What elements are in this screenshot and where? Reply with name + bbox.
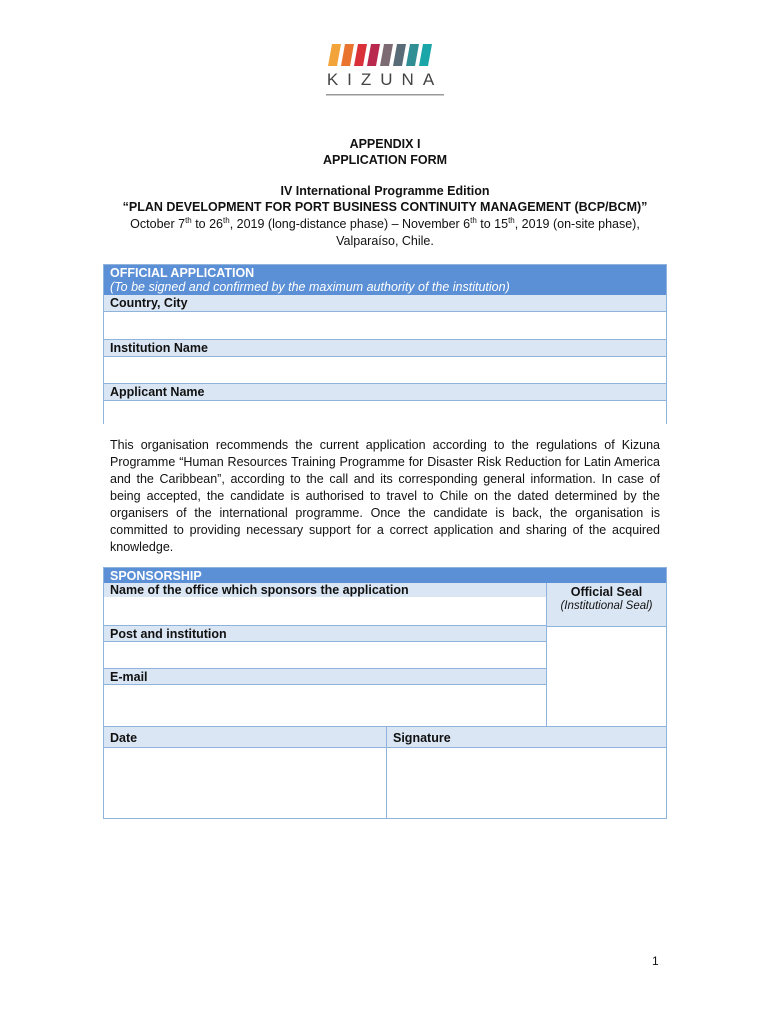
kizuna-logo <box>322 40 448 102</box>
official-application-title: OFFICIAL APPLICATION <box>110 266 255 280</box>
recommendation-paragraph: This organisation recommends the current application according to the regulations of Kizuna Programme “Human Resources Training Programme for Disaster Risk Reduction for Latin America and the Caribbean”, according to the call and its corresponding general information. In case of being accepted, the candidate is authorised to travel to Chile on the dated determined by the organisers of the international programme. Once the candidate is back, the organisation is committed to providing necessary support for a correct application and sharing of the acquired knowledge. <box>110 438 660 554</box>
applicant-name-label: Applicant Name <box>104 383 666 401</box>
institution-name-label: Institution Name <box>104 339 666 357</box>
official-seal-sublabel: (Institutional Seal) <box>560 600 653 612</box>
date-field[interactable] <box>104 748 387 818</box>
logo-stripes-icon <box>328 42 446 68</box>
edition-heading: IV International Programme Edition <box>280 184 490 198</box>
logo-tagline <box>322 92 448 98</box>
office-field[interactable] <box>104 599 546 626</box>
official-application-header <box>104 265 666 295</box>
programme-title: “PLAN DEVELOPMENT FOR PORT BUSINESS CONTINUITY MANAGEMENT (BCP/BCM)” <box>122 200 648 214</box>
country-city-field[interactable] <box>104 312 666 339</box>
post-institution-label: Post and institution <box>104 626 546 642</box>
programme-location: Valparaíso, Chile. <box>336 234 434 248</box>
office-label: Name of the office which sponsors the application <box>104 583 546 597</box>
country-city-label: Country, City <box>104 295 666 312</box>
email-label: E-mail <box>104 669 546 685</box>
page-number: 1 <box>652 954 659 968</box>
email-field[interactable] <box>104 685 546 726</box>
logo-wordmark: KIZUNA <box>326 70 444 89</box>
signature-label: Signature <box>387 726 666 748</box>
sponsorship-table <box>103 567 667 819</box>
official-application-subtitle: (To be signed and confirmed by the maximum authority of the institution) <box>110 280 510 294</box>
date-label: Date <box>104 726 387 748</box>
official-seal-header <box>546 583 666 626</box>
form-heading: APPLICATION FORM <box>322 153 448 167</box>
institution-name-field[interactable] <box>104 357 666 383</box>
applicant-name-field[interactable] <box>104 401 666 427</box>
signature-field[interactable] <box>387 748 666 818</box>
sponsorship-header: SPONSORSHIP <box>104 568 666 583</box>
appendix-heading: APPENDIX I <box>349 137 421 151</box>
official-application-table <box>103 264 667 424</box>
official-seal-field[interactable] <box>546 626 666 726</box>
programme-dates: October 7th to 26th, 2019 (long-distance phase) – November 6th to 15th, 2019 (on-site phase), <box>130 216 640 232</box>
post-institution-field[interactable] <box>104 642 546 669</box>
official-seal-label: Official Seal <box>570 585 643 599</box>
